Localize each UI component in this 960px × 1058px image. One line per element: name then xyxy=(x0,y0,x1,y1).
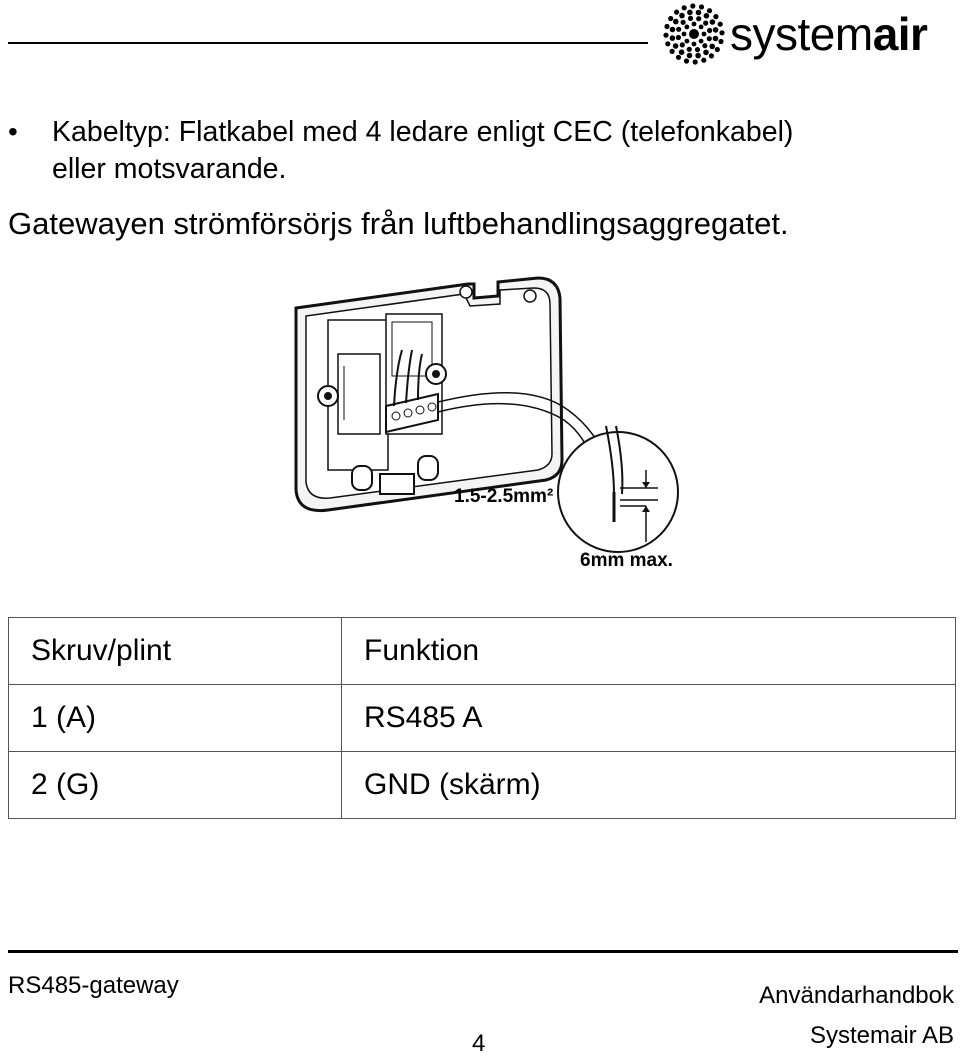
table-cell: 1 (A) xyxy=(9,685,342,752)
table-cell: GND (skärm) xyxy=(342,752,956,819)
table-row xyxy=(9,752,956,819)
cable-type-text xyxy=(52,114,957,188)
footer-product: RS485-gateway xyxy=(8,972,179,999)
table-cell: 2 (G) xyxy=(9,752,342,819)
table-row xyxy=(9,685,956,752)
cable-type-line2: eller motsvarande. xyxy=(52,153,287,185)
brand-wordmark xyxy=(730,4,927,64)
table-cell: RS485 A xyxy=(342,685,956,752)
bullet-marker: • xyxy=(8,116,18,147)
power-supply-text: Gatewayen strömförsörjs från luftbehandlingsaggregatet. xyxy=(8,206,789,241)
header-cell-function: Funktion xyxy=(342,618,956,685)
terminal-table xyxy=(8,617,956,819)
header-cell-terminal: Skruv/plint xyxy=(9,618,342,685)
strip-length-label: 6mm max. xyxy=(580,550,673,571)
wiring-illustration xyxy=(268,270,698,580)
page-number: 4 xyxy=(472,1030,486,1057)
header-rule xyxy=(8,42,648,44)
brand-prefix: system xyxy=(730,8,873,60)
footer-doc-type: Användarhandbok xyxy=(759,982,954,1009)
table-header-row xyxy=(9,618,956,685)
cross-section-label: 1.5-2.5mm² xyxy=(454,486,554,507)
brand-suffix: air xyxy=(872,8,928,60)
footer-company: Systemair AB xyxy=(809,1022,954,1049)
cable-type-line1: Kabeltyp: Flatkabel med 4 ledare enligt CEC (telefonkabel) xyxy=(52,116,794,148)
footer-rule xyxy=(8,950,958,953)
